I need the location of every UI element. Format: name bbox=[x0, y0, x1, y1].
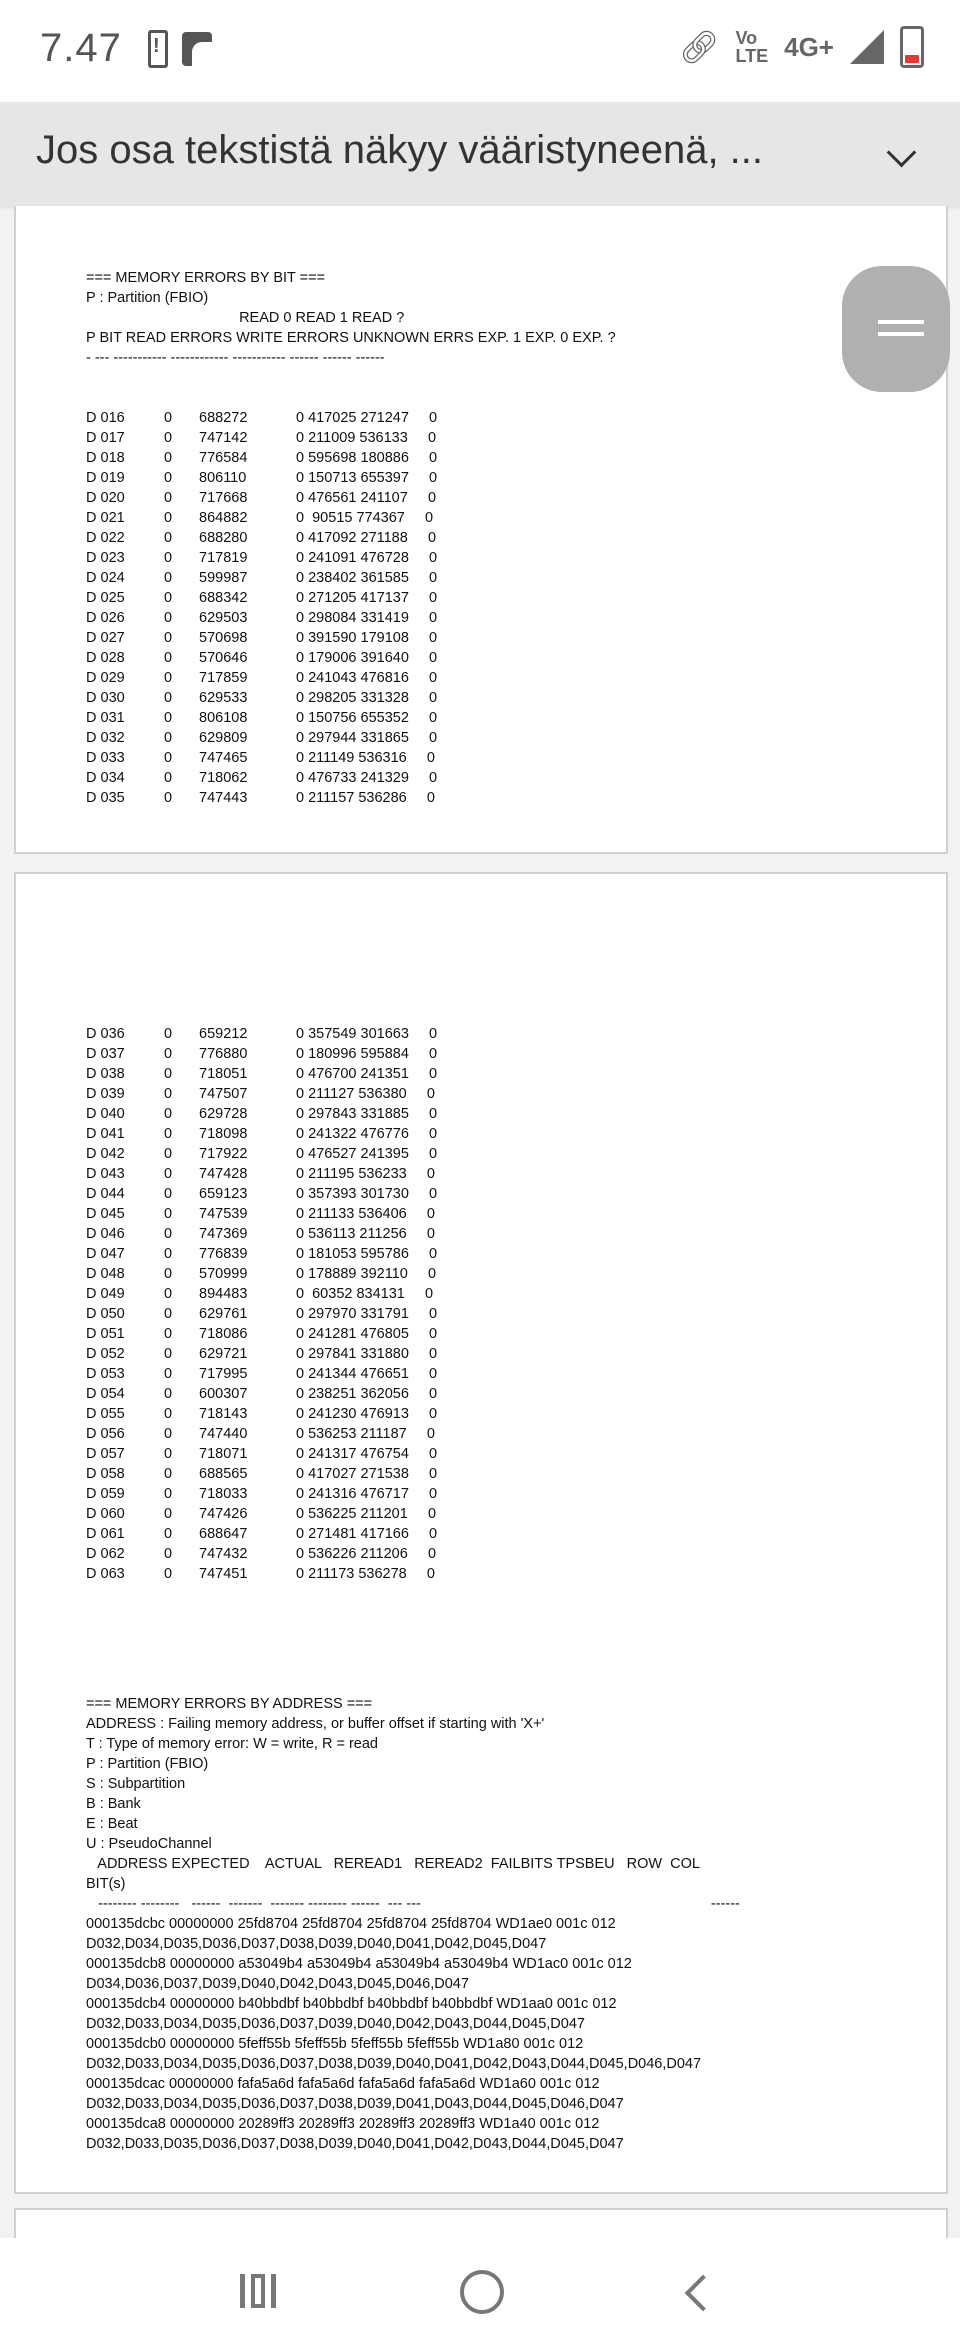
bit-error-cell-a: 0 bbox=[164, 1306, 173, 1322]
bit-error-cell-a: 0 bbox=[164, 590, 173, 606]
bit-error-cell-name: D 053 bbox=[86, 1366, 125, 1382]
bit-error-cell-name: D 061 bbox=[86, 1526, 125, 1542]
bit-error-row bbox=[86, 708, 616, 728]
page2-content bbox=[86, 984, 740, 2194]
bit-error-cell-a: 0 bbox=[164, 1226, 173, 1242]
bit-error-cell-c: 0 536253 211187 0 bbox=[296, 1426, 435, 1442]
address-section-line: D032,D033,D034,D035,D036,D037,D038,D039,D040,D041,D042,D043,D044,D045,D046,D047 bbox=[86, 2056, 702, 2072]
address-section-line: 000135dcb0 00000000 5feff55b 5feff55b 5feff55b 5feff55b WD1a80 001c 012 bbox=[86, 2036, 584, 2052]
bit-error-cell-b: 717922 bbox=[199, 1146, 248, 1162]
bit-error-cell-name: D 050 bbox=[86, 1306, 125, 1322]
bit-error-cell-c: 0 211009 536133 0 bbox=[296, 430, 437, 446]
bit-error-cell-c: 0 536225 211201 0 bbox=[296, 1506, 437, 1522]
bit-error-cell-a: 0 bbox=[164, 790, 173, 806]
bit-error-cell-c: 0 357549 301663 0 bbox=[296, 1026, 438, 1042]
bit-error-cell-name: D 059 bbox=[86, 1486, 125, 1502]
memory-errors-header-line: - --- ----------- ------------ ----------- ------ ------ ------ bbox=[86, 350, 385, 366]
bit-error-row bbox=[86, 1444, 740, 1464]
bit-error-cell-b: 747539 bbox=[199, 1206, 248, 1222]
bit-error-row bbox=[86, 528, 616, 548]
bit-error-cell-name: D 058 bbox=[86, 1466, 125, 1482]
bit-error-cell-a: 0 bbox=[164, 670, 173, 686]
bit-error-row bbox=[86, 1144, 740, 1164]
bit-error-cell-b: 747451 bbox=[199, 1566, 248, 1582]
bit-error-row bbox=[86, 748, 616, 768]
bit-error-cell-b: 747426 bbox=[199, 1506, 248, 1522]
address-section-line: B : Bank bbox=[86, 1796, 141, 1812]
bit-error-cell-name: D 041 bbox=[86, 1126, 125, 1142]
bit-error-cell-b: 747440 bbox=[199, 1426, 248, 1442]
bit-error-cell-c: 0 476527 241395 0 bbox=[296, 1146, 438, 1162]
bit-error-cell-a: 0 bbox=[164, 1366, 173, 1382]
bit-error-row bbox=[86, 1564, 740, 1584]
address-section-line: U : PseudoChannel bbox=[86, 1836, 212, 1852]
bit-error-cell-name: D 057 bbox=[86, 1446, 125, 1462]
memory-errors-header-line: P BIT READ ERRORS WRITE ERRORS UNKNOWN ERRS EXP. 1 EXP. 0 EXP. ? bbox=[86, 330, 616, 346]
bit-error-cell-name: D 021 bbox=[86, 510, 125, 526]
bit-error-cell-c: 0 417092 271188 0 bbox=[296, 530, 437, 546]
bit-error-cell-name: D 042 bbox=[86, 1146, 125, 1162]
bit-error-cell-a: 0 bbox=[164, 1166, 173, 1182]
volte-line1: Vo bbox=[735, 28, 758, 48]
status-left-icons bbox=[148, 30, 212, 68]
bit-error-cell-c: 0 241281 476805 0 bbox=[296, 1326, 438, 1342]
bit-error-cell-name: D 037 bbox=[86, 1046, 125, 1062]
bit-error-cell-name: D 017 bbox=[86, 430, 125, 446]
bit-error-cell-name: D 054 bbox=[86, 1386, 125, 1402]
bit-error-cell-a: 0 bbox=[164, 1546, 173, 1562]
bit-error-cell-name: D 063 bbox=[86, 1566, 125, 1582]
bit-error-cell-a: 0 bbox=[164, 510, 173, 526]
bit-error-cell-c: 0 476700 241351 0 bbox=[296, 1066, 438, 1082]
bit-error-cell-name: D 038 bbox=[86, 1066, 125, 1082]
bit-error-cell-a: 0 bbox=[164, 1326, 173, 1342]
bit-error-cell-c: 0 241091 476728 0 bbox=[296, 550, 438, 566]
document-page-2 bbox=[14, 872, 948, 2194]
bit-error-cell-a: 0 bbox=[164, 1386, 173, 1402]
bit-error-cell-b: 688342 bbox=[199, 590, 248, 606]
bit-error-cell-name: D 045 bbox=[86, 1206, 125, 1222]
bit-error-cell-name: D 048 bbox=[86, 1266, 125, 1282]
bit-error-row bbox=[86, 1424, 740, 1444]
bit-error-cell-b: 570646 bbox=[199, 650, 248, 666]
bit-error-cell-c: 0 271481 417166 0 bbox=[296, 1526, 438, 1542]
bit-error-cell-b: 776839 bbox=[199, 1246, 248, 1262]
bit-error-cell-b: 747465 bbox=[199, 750, 248, 766]
bit-error-cell-a: 0 bbox=[164, 1486, 173, 1502]
bit-error-row bbox=[86, 1264, 740, 1284]
address-section-line: D032,D034,D035,D036,D037,D038,D039,D040,D041,D042,D045,D047 bbox=[86, 1936, 547, 1952]
address-section-line: D032,D033,D034,D035,D036,D037,D038,D039,D041,D043,D044,D045,D046,D047 bbox=[86, 2096, 624, 2112]
bit-error-cell-c: 0 417025 271247 0 bbox=[296, 410, 438, 426]
bit-error-cell-a: 0 bbox=[164, 1406, 173, 1422]
bit-error-cell-a: 0 bbox=[164, 1026, 173, 1042]
bit-error-cell-b: 718071 bbox=[199, 1446, 248, 1462]
bit-error-cell-a: 0 bbox=[164, 1506, 173, 1522]
distortion-notice-banner[interactable] bbox=[0, 102, 960, 206]
bit-error-cell-name: D 032 bbox=[86, 730, 125, 746]
bit-error-row bbox=[86, 1404, 740, 1424]
recent-apps-icon[interactable] bbox=[240, 2274, 278, 2308]
bit-error-cell-a: 0 bbox=[164, 1246, 173, 1262]
bit-error-cell-name: D 039 bbox=[86, 1086, 125, 1102]
bit-error-cell-c: 0 181053 595786 0 bbox=[296, 1246, 438, 1262]
bit-error-row bbox=[86, 1024, 740, 1044]
address-section-line: 000135dcac 00000000 fafa5a6d fafa5a6d fafa5a6d fafa5a6d WD1a60 001c 012 bbox=[86, 2076, 600, 2092]
bit-error-cell-c: 0 211127 536380 0 bbox=[296, 1086, 435, 1102]
bit-error-row bbox=[86, 1044, 740, 1064]
bit-error-cell-name: D 047 bbox=[86, 1246, 125, 1262]
bit-error-cell-a: 0 bbox=[164, 630, 173, 646]
bit-error-row bbox=[86, 1484, 740, 1504]
bit-error-cell-a: 0 bbox=[164, 1206, 173, 1222]
bit-error-cell-b: 717995 bbox=[199, 1366, 248, 1382]
bit-error-cell-b: 776584 bbox=[199, 450, 248, 466]
bit-error-cell-name: D 031 bbox=[86, 710, 125, 726]
volte-line2: LTE bbox=[735, 46, 769, 66]
bit-error-cell-name: D 040 bbox=[86, 1106, 125, 1122]
bit-error-row bbox=[86, 668, 616, 688]
bit-error-cell-c: 0 211133 536406 0 bbox=[296, 1206, 435, 1222]
bit-error-cell-c: 0 298205 331328 0 bbox=[296, 690, 438, 706]
bit-error-cell-c: 0 297944 331865 0 bbox=[296, 730, 438, 746]
address-section-line: 000135dca8 00000000 20289ff3 20289ff3 20289ff3 20289ff3 WD1a40 001c 012 bbox=[86, 2116, 600, 2132]
bit-error-cell-b: 718098 bbox=[199, 1126, 248, 1142]
memory-errors-header-line: P : Partition (FBIO) bbox=[86, 290, 209, 306]
bit-error-row bbox=[86, 648, 616, 668]
bit-error-row bbox=[86, 568, 616, 588]
bit-error-cell-c: 0 211195 536233 0 bbox=[296, 1166, 435, 1182]
bit-error-cell-b: 747142 bbox=[199, 430, 248, 446]
bit-error-cell-c: 0 241344 476651 0 bbox=[296, 1366, 438, 1382]
battery-low-icon bbox=[900, 26, 924, 68]
bit-error-cell-c: 0 60352 834131 0 bbox=[296, 1286, 434, 1302]
bit-error-cell-b: 864882 bbox=[199, 510, 248, 526]
bit-error-cell-b: 718051 bbox=[199, 1066, 248, 1082]
address-section-line: ADDRESS EXPECTED ACTUAL REREAD1 REREAD2 FAILBITS TPSBEU ROW COL bbox=[86, 1856, 700, 1872]
bit-error-cell-name: D 028 bbox=[86, 650, 125, 666]
bit-error-cell-c: 0 595698 180886 0 bbox=[296, 450, 438, 466]
bit-error-cell-name: D 019 bbox=[86, 470, 125, 486]
bit-error-cell-b: 806108 bbox=[199, 710, 248, 726]
bit-error-cell-a: 0 bbox=[164, 1146, 173, 1162]
bit-error-cell-a: 0 bbox=[164, 530, 173, 546]
bit-error-row bbox=[86, 1464, 740, 1484]
bit-error-cell-b: 600307 bbox=[199, 1386, 248, 1402]
bit-error-row bbox=[86, 448, 616, 468]
bit-error-cell-c: 0 297970 331791 0 bbox=[296, 1306, 438, 1322]
bit-error-cell-name: D 022 bbox=[86, 530, 125, 546]
bit-error-cell-a: 0 bbox=[164, 1286, 173, 1302]
bit-error-cell-name: D 034 bbox=[86, 770, 125, 786]
bit-error-cell-c: 0 238402 361585 0 bbox=[296, 570, 438, 586]
bit-error-cell-b: 688565 bbox=[199, 1466, 248, 1482]
address-section-line: 000135dcb4 00000000 b40bbdbf b40bbdbf b40bbdbf b40bbdbf WD1aa0 001c 012 bbox=[86, 1996, 617, 2012]
bit-error-cell-b: 717668 bbox=[199, 490, 248, 506]
address-section-line: D032,D033,D034,D035,D036,D037,D039,D040,D042,D043,D044,D045,D047 bbox=[86, 2016, 585, 2032]
bit-error-row bbox=[86, 1104, 740, 1124]
bit-error-cell-name: D 026 bbox=[86, 610, 125, 626]
bit-error-cell-b: 747507 bbox=[199, 1086, 248, 1102]
bit-error-cell-name: D 033 bbox=[86, 750, 125, 766]
bit-error-row bbox=[86, 788, 616, 808]
signal-icon bbox=[850, 30, 884, 64]
bit-error-cell-a: 0 bbox=[164, 550, 173, 566]
bit-error-row bbox=[86, 1124, 740, 1144]
bit-error-row bbox=[86, 1544, 740, 1564]
address-section-line: === MEMORY ERRORS BY ADDRESS === bbox=[86, 1696, 373, 1712]
bit-error-cell-b: 629503 bbox=[199, 610, 248, 626]
bit-error-cell-a: 0 bbox=[164, 410, 173, 426]
bit-error-cell-a: 0 bbox=[164, 730, 173, 746]
bit-error-cell-b: 776880 bbox=[199, 1046, 248, 1062]
bit-error-row bbox=[86, 1084, 740, 1104]
bit-error-cell-a: 0 bbox=[164, 1046, 173, 1062]
navigation-bar bbox=[0, 2238, 960, 2347]
bit-error-cell-c: 0 90515 774367 0 bbox=[296, 510, 434, 526]
address-section-line: D032,D033,D035,D036,D037,D038,D039,D040,D041,D042,D043,D044,D045,D047 bbox=[86, 2136, 624, 2152]
bit-error-row bbox=[86, 768, 616, 788]
bit-error-cell-b: 718086 bbox=[199, 1326, 248, 1342]
address-section-line: D034,D036,D037,D039,D040,D042,D043,D045,D046,D047 bbox=[86, 1976, 469, 1992]
bit-error-cell-a: 0 bbox=[164, 470, 173, 486]
bit-error-cell-b: 599987 bbox=[199, 570, 248, 586]
bit-error-cell-c: 0 238251 362056 0 bbox=[296, 1386, 438, 1402]
bit-error-cell-name: D 020 bbox=[86, 490, 125, 506]
page1-content bbox=[86, 228, 616, 848]
bit-error-cell-a: 0 bbox=[164, 770, 173, 786]
bit-error-cell-c: 0 241043 476816 0 bbox=[296, 670, 438, 686]
bit-error-row bbox=[86, 628, 616, 648]
bit-error-cell-c: 0 179006 391640 0 bbox=[296, 650, 438, 666]
bit-error-cell-c: 0 476561 241107 0 bbox=[296, 490, 437, 506]
bit-error-cell-b: 747443 bbox=[199, 790, 248, 806]
address-section-line: ADDRESS : Failing memory address, or buffer offset if starting with 'X+' bbox=[86, 1716, 545, 1732]
bit-error-cell-b: 718062 bbox=[199, 770, 248, 786]
status-bar bbox=[0, 0, 960, 102]
bit-error-cell-a: 0 bbox=[164, 1526, 173, 1542]
bit-error-cell-c: 0 417027 271538 0 bbox=[296, 1466, 438, 1482]
bit-error-cell-name: D 027 bbox=[86, 630, 125, 646]
bit-error-cell-b: 659123 bbox=[199, 1186, 248, 1202]
link-icon: 🔗︎ bbox=[678, 29, 720, 65]
bit-error-cell-name: D 029 bbox=[86, 670, 125, 686]
bit-error-cell-a: 0 bbox=[164, 690, 173, 706]
bit-error-cell-c: 0 536113 211256 0 bbox=[296, 1226, 435, 1242]
bit-error-cell-b: 717859 bbox=[199, 670, 248, 686]
bit-error-cell-name: D 051 bbox=[86, 1326, 125, 1342]
bit-error-cell-c: 0 476733 241329 0 bbox=[296, 770, 438, 786]
bit-error-cell-a: 0 bbox=[164, 1446, 173, 1462]
bit-error-row bbox=[86, 488, 616, 508]
bit-error-cell-b: 718033 bbox=[199, 1486, 248, 1502]
bit-error-row bbox=[86, 1524, 740, 1544]
app-f-icon bbox=[182, 32, 212, 66]
bit-error-row bbox=[86, 1364, 740, 1384]
bit-error-cell-a: 0 bbox=[164, 650, 173, 666]
bit-error-row bbox=[86, 428, 616, 448]
bit-error-cell-name: D 062 bbox=[86, 1546, 125, 1562]
bit-error-cell-name: D 035 bbox=[86, 790, 125, 806]
bit-error-cell-a: 0 bbox=[164, 610, 173, 626]
bit-error-cell-b: 894483 bbox=[199, 1286, 248, 1302]
bit-error-cell-b: 688280 bbox=[199, 530, 248, 546]
bit-error-row bbox=[86, 608, 616, 628]
address-section-line: -------- -------- ------ ------- ------- -------- ------ --- --- ------ bbox=[86, 1896, 740, 1912]
bit-error-cell-c: 0 211173 536278 0 bbox=[296, 1566, 435, 1582]
bit-error-cell-c: 0 241316 476717 0 bbox=[296, 1486, 438, 1502]
bit-error-cell-c: 0 536226 211206 0 bbox=[296, 1546, 437, 1562]
bit-error-cell-b: 806110 bbox=[199, 470, 247, 486]
bit-error-cell-a: 0 bbox=[164, 750, 173, 766]
bit-error-row bbox=[86, 1324, 740, 1344]
bit-error-cell-name: D 046 bbox=[86, 1226, 125, 1242]
bit-error-cell-b: 747428 bbox=[199, 1166, 248, 1182]
address-section-line: 000135dcb8 00000000 a53049b4 a53049b4 a53049b4 a53049b4 WD1ac0 001c 012 bbox=[86, 1956, 632, 1972]
bit-error-row bbox=[86, 1164, 740, 1184]
bit-error-row bbox=[86, 408, 616, 428]
bit-error-cell-c: 0 211157 536286 0 bbox=[296, 790, 435, 806]
memory-errors-header-line: READ 0 READ 1 READ ? bbox=[86, 310, 405, 326]
bit-error-cell-name: D 043 bbox=[86, 1166, 125, 1182]
banner-text: Jos osa tekstistä näkyy vääristyneenä, ... bbox=[36, 128, 764, 172]
bit-error-cell-a: 0 bbox=[164, 1086, 173, 1102]
bit-error-cell-c: 0 241322 476776 0 bbox=[296, 1126, 438, 1142]
chevron-down-icon[interactable] bbox=[887, 138, 917, 168]
bit-error-cell-name: D 030 bbox=[86, 690, 125, 706]
bit-error-cell-a: 0 bbox=[164, 1066, 173, 1082]
bit-error-cell-b: 629533 bbox=[199, 690, 248, 706]
bit-error-cell-c: 0 178889 392110 0 bbox=[296, 1266, 437, 1282]
bit-error-row bbox=[86, 1284, 740, 1304]
bit-error-cell-b: 629721 bbox=[199, 1346, 248, 1362]
bit-error-row bbox=[86, 1224, 740, 1244]
memory-errors-header-line: === MEMORY ERRORS BY BIT === bbox=[86, 270, 326, 286]
bit-error-cell-a: 0 bbox=[164, 1426, 173, 1442]
bit-error-cell-a: 0 bbox=[164, 1106, 173, 1122]
bit-error-cell-a: 0 bbox=[164, 570, 173, 586]
bit-error-cell-c: 0 391590 179108 0 bbox=[296, 630, 438, 646]
bit-error-cell-c: 0 297841 331880 0 bbox=[296, 1346, 438, 1362]
bit-error-cell-b: 629728 bbox=[199, 1106, 248, 1122]
bit-error-row bbox=[86, 1184, 740, 1204]
bit-error-cell-c: 0 241230 476913 0 bbox=[296, 1406, 438, 1422]
bit-error-row bbox=[86, 1244, 740, 1264]
network-type: 4G+ bbox=[784, 31, 834, 62]
back-icon[interactable] bbox=[685, 2275, 722, 2312]
bit-error-cell-name: D 023 bbox=[86, 550, 125, 566]
bit-error-cell-b: 747432 bbox=[199, 1546, 248, 1562]
bit-error-cell-name: D 060 bbox=[86, 1506, 125, 1522]
bit-error-cell-a: 0 bbox=[164, 1466, 173, 1482]
bit-error-row bbox=[86, 728, 616, 748]
bit-error-cell-a: 0 bbox=[164, 490, 173, 506]
bit-error-cell-b: 570698 bbox=[199, 630, 248, 646]
address-section-line: E : Beat bbox=[86, 1816, 138, 1832]
bit-error-cell-b: 717819 bbox=[199, 550, 248, 566]
bit-error-row bbox=[86, 1504, 740, 1524]
address-section-line: P : Partition (FBIO) bbox=[86, 1756, 209, 1772]
bit-error-cell-b: 629761 bbox=[199, 1306, 248, 1322]
bit-error-cell-c: 0 297843 331885 0 bbox=[296, 1106, 438, 1122]
bit-error-cell-name: D 018 bbox=[86, 450, 125, 466]
bit-error-row bbox=[86, 1064, 740, 1084]
bit-error-cell-a: 0 bbox=[164, 450, 173, 466]
bit-error-cell-c: 0 150756 655352 0 bbox=[296, 710, 438, 726]
bit-error-cell-a: 0 bbox=[164, 1346, 173, 1362]
address-section-line: T : Type of memory error: W = write, R = read bbox=[86, 1736, 378, 1752]
bit-error-cell-c: 0 357393 301730 0 bbox=[296, 1186, 438, 1202]
bit-error-cell-name: D 049 bbox=[86, 1286, 125, 1302]
battery-alert-icon bbox=[148, 30, 168, 68]
bit-error-cell-name: D 024 bbox=[86, 570, 125, 586]
status-right-icons bbox=[679, 26, 924, 68]
bit-error-cell-c: 0 298084 331419 0 bbox=[296, 610, 438, 626]
bit-error-cell-name: D 044 bbox=[86, 1186, 125, 1202]
address-section-line: S : Subpartition bbox=[86, 1776, 186, 1792]
bit-error-row bbox=[86, 1204, 740, 1224]
bit-error-cell-b: 688272 bbox=[199, 410, 248, 426]
bit-error-cell-name: D 052 bbox=[86, 1346, 125, 1362]
fast-scroll-handle[interactable] bbox=[842, 266, 950, 392]
bit-error-cell-c: 0 241317 476754 0 bbox=[296, 1446, 438, 1462]
bit-error-cell-a: 0 bbox=[164, 430, 173, 446]
bit-error-cell-a: 0 bbox=[164, 1566, 173, 1582]
bit-error-cell-a: 0 bbox=[164, 1186, 173, 1202]
bit-error-row bbox=[86, 1304, 740, 1324]
bit-error-row bbox=[86, 548, 616, 568]
address-section-line: BIT(s) bbox=[86, 1876, 126, 1892]
bit-error-cell-c: 0 180996 595884 0 bbox=[296, 1046, 438, 1062]
bit-error-cell-a: 0 bbox=[164, 710, 173, 726]
bit-error-cell-name: D 055 bbox=[86, 1406, 125, 1422]
bit-error-cell-b: 688647 bbox=[199, 1526, 248, 1542]
home-icon[interactable] bbox=[460, 2270, 504, 2314]
bit-error-cell-name: D 016 bbox=[86, 410, 125, 426]
bit-error-row bbox=[86, 588, 616, 608]
bit-error-cell-name: D 025 bbox=[86, 590, 125, 606]
volte-icon bbox=[735, 29, 768, 65]
bit-error-cell-b: 629809 bbox=[199, 730, 248, 746]
bit-error-row bbox=[86, 1384, 740, 1404]
bit-error-cell-a: 0 bbox=[164, 1126, 173, 1142]
bit-error-cell-b: 659212 bbox=[199, 1026, 248, 1042]
status-time: 7.47 bbox=[40, 26, 122, 70]
bit-error-cell-a: 0 bbox=[164, 1266, 173, 1282]
bit-error-row bbox=[86, 1344, 740, 1364]
bit-error-cell-c: 0 150713 655397 0 bbox=[296, 470, 438, 486]
bit-error-cell-b: 747369 bbox=[199, 1226, 248, 1242]
bit-error-cell-b: 570999 bbox=[199, 1266, 248, 1282]
bit-error-row bbox=[86, 468, 616, 488]
bit-error-row bbox=[86, 508, 616, 528]
bit-error-cell-c: 0 271205 417137 0 bbox=[296, 590, 438, 606]
bit-error-cell-name: D 056 bbox=[86, 1426, 125, 1442]
bit-error-cell-name: D 036 bbox=[86, 1026, 125, 1042]
document-page-1 bbox=[14, 206, 948, 854]
bit-error-cell-c: 0 211149 536316 0 bbox=[296, 750, 435, 766]
bit-error-row bbox=[86, 688, 616, 708]
address-section-line: 000135dcbc 00000000 25fd8704 25fd8704 25fd8704 25fd8704 WD1ae0 001c 012 bbox=[86, 1916, 616, 1932]
bit-error-cell-b: 718143 bbox=[199, 1406, 248, 1422]
